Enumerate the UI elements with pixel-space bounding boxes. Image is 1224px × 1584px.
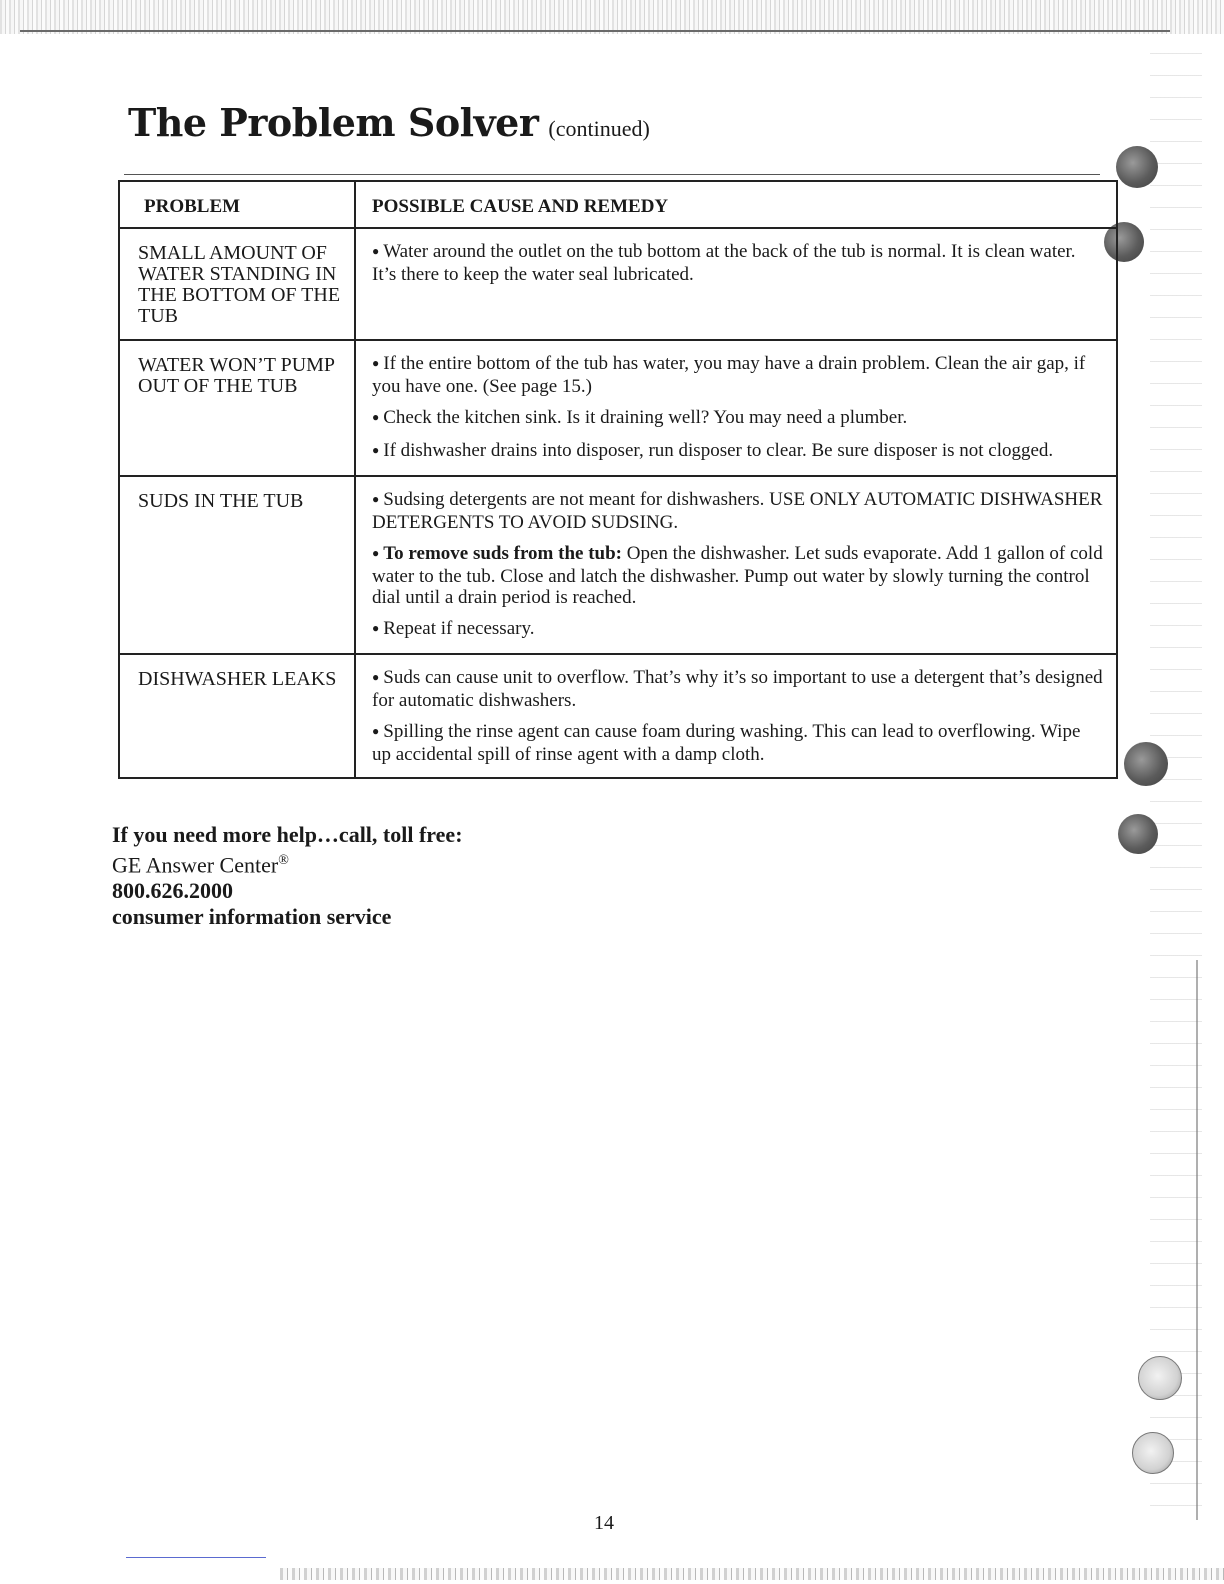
table-row [120,477,1116,655]
problem-solver-table [118,180,1118,779]
remedy-item [372,667,1104,711]
remedy-item [372,440,1104,463]
help-phone: 800.626.2000 [112,878,233,904]
remedy-item [372,489,1104,533]
bullet-icon: ● [372,410,380,424]
remedy-item [372,241,1104,285]
remedy-text: If dishwasher drains into disposer, run disposer to clear. Be sure disposer is not clogged. [383,440,1054,461]
table-row [120,655,1116,777]
problem-cell: DISHWASHER LEAKS [120,655,356,777]
remedy-text: Water around the outlet on the tub bottom at the back of the tub is normal. It is clean water. It’s there to keep the water seal lubricated. [372,241,1076,285]
problem-cell: SUDS IN THE TUB [120,477,356,653]
punch-hole [1116,146,1158,188]
punch-hole [1118,814,1158,854]
punch-hole [1138,1356,1182,1400]
bullet-icon: ● [372,244,380,258]
remedy-item [372,721,1104,765]
page-title: The Problem Solver [128,100,539,145]
remedy-cell [356,341,1116,475]
scan-edge-line [20,30,1170,32]
bullet-icon: ● [372,621,380,635]
remedy-text: Suds can cause unit to overflow. That’s why it’s so important to use a detergent that’s designed for automatic dishwashers. [372,667,1103,711]
remedy-text: Open the dishwasher. Let suds evaporate. Add 1 gallon of cold water to the tub. Close and latch the dishwasher. Pump out water by slowly turning the control dial until a drain period is reached. [372,543,1103,608]
scan-noise-top [0,0,1224,34]
help-brand: GE Answer Center [112,852,279,878]
remedy-text: Spilling the rinse agent can cause foam during washing. This can lead to overflowing. Wipe up accidental spill of rinse agent with a damp cloth. [372,721,1081,765]
remedy-text: Sudsing detergents are not meant for dishwashers. USE ONLY AUTOMATIC DISHWASHER DETERGENTS TO AVOID SUDSING. [372,489,1103,533]
remedy-text: Repeat if necessary. [383,618,535,639]
bullet-icon: ● [372,443,380,457]
scan-edge-rule [1196,960,1198,1520]
registered-mark: ® [278,853,289,868]
remedy-item [372,407,1104,430]
bullet-icon: ● [372,546,380,560]
remedy-item [372,618,1104,641]
remedy-cell [356,655,1116,777]
scan-underline [126,1557,266,1558]
table-row [120,341,1116,477]
problem-cell: SMALL AMOUNT OF WATER STANDING IN THE BOTTOM OF THE TUB [120,229,356,339]
help-brand-line [112,848,463,878]
remedy-text: Check the kitchen sink. Is it draining well? You may need a plumber. [383,407,908,428]
table-header-row [120,182,1116,229]
remedy-text: If the entire bottom of the tub has water, you may have a drain problem. Clean the air gap, if you have one. (See page 15.) [372,353,1086,397]
remedy-item [372,353,1104,397]
page-header [128,100,650,145]
help-callout: If you need more help…call, toll free: [112,822,463,847]
bullet-icon: ● [372,492,380,506]
remedy-cell [356,477,1116,653]
column-header-problem: PROBLEM [120,182,356,227]
remedy-cell [356,229,1116,339]
help-block [112,822,463,930]
page-number: 14 [594,1512,614,1534]
page-subtitle: (continued) [548,116,650,141]
bullet-icon: ● [372,670,380,684]
bullet-icon: ● [372,724,380,738]
column-header-remedy: POSSIBLE CAUSE AND REMEDY [372,196,669,217]
help-service: consumer information service [112,904,392,930]
punch-hole [1124,742,1168,786]
bullet-icon: ● [372,356,380,370]
scan-noise-bottom [280,1568,1224,1580]
punch-hole [1132,1432,1174,1474]
remedy-lead: To remove suds from the tub: [383,543,622,564]
problem-cell: WATER WON’T PUMP OUT OF THE TUB [120,341,356,475]
table-row [120,229,1116,341]
remedy-item [372,543,1104,608]
header-rule [124,174,1100,175]
